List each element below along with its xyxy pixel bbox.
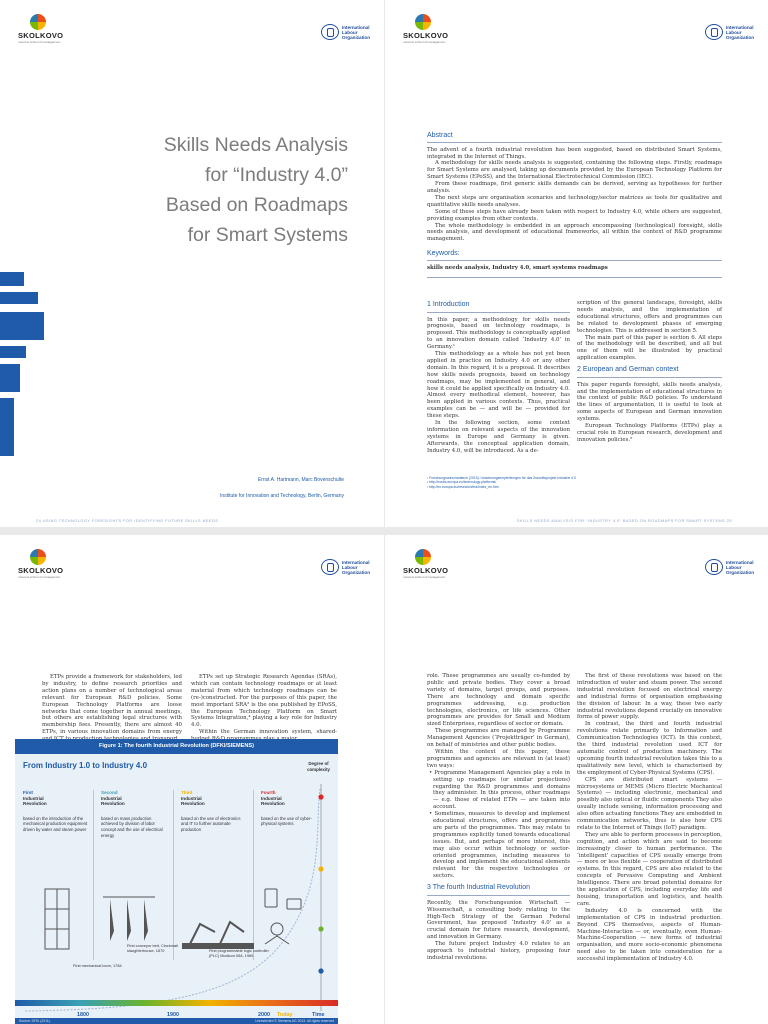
page-26 [0, 535, 384, 1024]
column-left: 1 Introduction In this paper, a methodology for skills needs prognosis, based on technology roadmaps, is proposed. This methodology is conceptually applied to an innovation domain called ‘Industry 4.0’ in Germany.¹ This methodology as a whole has not yet been applied in practice on Industry 4.0 or any other domain. In this regard, it is a proposal. It describes how skills needs prognosis, based on technology roadmaps, may be implemented in general, and how it could be applied specifically on Industry 4.0. Almost every methodical element, however, has been applied in various contexts. Thus, practical examples can be — and will be — provided for these steps. In the following section, some context information on relevant aspects of the innovation systems in Europe and Germany is given. Afterwards, the conceptual application domain, Industry 4.0, will be introduced. As a de- [427, 301, 570, 454]
institute: Institute for Innovation and Technology, Berlin, Germany [219, 493, 344, 499]
ilo-logo: International Labour Organization [321, 24, 370, 40]
complexity-marker [318, 794, 323, 799]
page-footer: SKILLS NEEDS ANALYSIS FOR “INDUSTRY 4.0” BASED ON ROADMAPS FOR SMART SYSTEMS 25 [516, 519, 732, 523]
figure-source: Source: DFKI (2011) Unrestricted © Siemens AG 2013. All rights reserved [15, 1018, 338, 1024]
ilo-emblem-icon [705, 559, 723, 575]
keywords: skills needs analysis, Industry 4.0, smart systems roadmaps [427, 264, 608, 271]
column-right: scription of the general landscape, foresight, skills needs analysis, and the implementation of educational structures, offers and programmes can be related to development phases of emerging technologies. This is addressed in section 5. The main part of this paper is section 6. All steps of the methodology will be described, and all but one of them will be illustrated by practical application examples. 2 European and German context This paper regards foresight, skills needs analysis, and the implementation of educational structures in the context of public R&D policies. To understand the lines of argumentation, it is useful to look at some aspects of European and German innovation systems. European Technology Platforms (ETPs) play a crucial role in European research, development and innovation policies.² [577, 300, 722, 443]
page-27 [385, 535, 768, 1024]
complexity-marker [318, 968, 323, 973]
axis-label-time: Time [312, 1012, 325, 1018]
figure-industrial-revolution [15, 739, 338, 1024]
year-label: 1800 [77, 1012, 89, 1018]
abstract-heading: Abstract [427, 132, 453, 139]
column-right: The first of these revolutions was based on the introduction of water and steam power. The second industrial revolution focused on electrical energy and industrial forms of organisation emphasising the division of labour. In a way, these two early industrial revolutions depend crucially on innovative forms of power supply. In contrast, the third and fourth industrial revolutions relate primarily to Information and Communication Technologies (ICT). In this context, the third industrial revolution used ICT for automatic control of production machinery. The upcoming fourth industrial revolution takes this to a qualitatively new level, which is characterised by the employment of Cyber-Physical Systems (CPS). CPS are distributed smart systems — microsystems or MEMS (Micro Electric Mechanical Systems) — including electronic, mechanical and possibly also optical or fluidic components They also usually include sensing, information processing and also often actuating functions They are embedded in communication networks, thus is also how CPS relate to the Internet of Things (IoT) paradigm. They are able to perform processes in perception, cognition, and action which are said to become increasingly closer to human performance. The ‘intelligent’ capacities of CPS usually emerge from — more or less flexible — cooperation of distributed systems. In this regard, CPS are also related to the concepts of Pervasive Computing and Ambient Intelligence. There are broad potential domains for the application of CPS, including everyday life and housing, transportation and logistics, and health care. Industry 4.0 is concerned with the implementation of CPS in industrial production. Beyond CPS themselves, aspects of Human-Machine-Interaction — or, eventually, even Human-Machine-Cooperation — new forms of industrial organisation, and more socio-economic phenomena need also to be taken into consideration for a successful implementation of Industry 4.0. [577, 673, 722, 963]
mechanical-loom-icon [45, 889, 69, 949]
ilo-logo: International Labour Organization [321, 559, 370, 575]
skolkovo-logo: SKOLKOVO moscow school of management [403, 14, 463, 44]
year-label: 2000 [258, 1012, 270, 1018]
figure-subtitle: From Industry 1.0 to Industry 4.0 [23, 761, 148, 770]
skolkovo-globe-icon [30, 549, 46, 565]
divider [427, 277, 722, 278]
revolution-third: Third Industrial Revolution based on the use of electronics and IT to further automate production [181, 790, 241, 832]
divider [427, 312, 570, 313]
section-heading-context: 2 European and German context [577, 366, 679, 374]
decorative-stripe [0, 398, 14, 456]
skolkovo-logo: SKOLKOVO moscow school of management [18, 14, 78, 44]
revolution-second: Second Industrial Revolution based on mass production achieved by division of labor concept and the use of electrical energy [101, 790, 163, 838]
timeline-bar [15, 1000, 338, 1006]
skolkovo-globe-icon [415, 549, 431, 565]
ilo-emblem-icon [321, 24, 339, 40]
revolution-first: First Industrial Revolution based on the introduction of the mechanical production equipment driven by water and steam power [23, 790, 88, 832]
skolkovo-logo: SKOLKOVO moscow school of management [403, 549, 463, 579]
bullet-list [427, 770, 570, 881]
divider [427, 142, 722, 143]
decorative-stripe [0, 364, 20, 392]
ilo-emblem-icon [705, 24, 723, 40]
conveyor-belt-icon [103, 897, 155, 941]
caption-conveyor: First conveyor belt, Cincinnati slaughterhouse, 1870 [127, 943, 179, 953]
complexity-curve [15, 739, 338, 1024]
decorative-stripe [0, 272, 24, 286]
page-24 [0, 0, 384, 527]
ilo-logo: International Labour Organization [705, 559, 754, 575]
abstract-section [427, 128, 722, 281]
decorative-stripe [0, 346, 26, 358]
authors-block [220, 477, 344, 509]
list-item: • Programme Management Agencies play a role in setting up roadmaps (or similar projections) regarding the R&D programmes and domains they administer. In this process, other roadmaps — e.g. those of related ETPs — are taken into account. [427, 770, 570, 811]
industrial-robot-icon [183, 922, 253, 948]
divider [427, 260, 722, 261]
column-right: ETPs set up Strategic Research Agendas (SRAs), which can contain technology roadmaps or at least material from which technology roadmaps can be (re-)constructed. For the purposes of this paper, the most important SRA³ is the one published by EPoSS, the European Technology Platform on Smart Systems Integration,⁴ playing a key role for Industry 4.0. Within the German innovation system, shared- [191, 674, 337, 736]
page-25 [385, 0, 768, 527]
cyber-physical-systems-icon [265, 889, 301, 944]
revolution-description: based on the introduction of the mechanical production equipment driven by water and steam power [23, 815, 88, 832]
skolkovo-logo: SKOLKOVO moscow school of management [18, 549, 78, 579]
year-label: 1900 [167, 1012, 179, 1018]
column-left: role. These programmes are usually co-funded by public and private bodies. They cover a broad variety of domains, target groups, and purposes. There are technology and domain specific programmes addressing, e.g. production technologies, electronics, or life sciences. Other programmes are provides for Small and Medium sized Enterprises, regardless of sector or domain. These programmes are managed by Programme Management Agencies (‘Projektträger’ in German), on behalf of ministries and other public bodies. Within the context of this paper, these programmes and agencies are relevant in (at least) two ways: • Programme Management Agencies play a role in setting up roadmaps (or similar projections) regarding the R&D programmes and domains they administer. In this process, other roadmaps — e.g. those of related ETPs — are taken into account. • Sometimes, measures to develop and implement educational structures, offers and programmes are parts of the programmes. This may relate to programmes explicitly tuned towards educational issues. But, and perhaps of more interest, this may also occur within technology or sector-oriented programmes, including measures to develop and implement the educational elements relevant for the respective technologies or sectors. 3 The fourth Industrial Revolution Recently, the Forschungsunion Wirtschaft — Wissenschaft, a consulting body relating to the High-Tech Strategy of the German Federal Government, has proposed ‘Industry 4.0’ as a crucial domain for future research, development, and innovation in Germany. The future project Industry 4.0 relates to an approach to industrial history, proposing four industrial revolutions. [427, 673, 570, 962]
complexity-marker [318, 926, 323, 931]
degree-of-complexity-label: Degree of complexity [307, 761, 330, 772]
skolkovo-globe-icon [415, 14, 431, 30]
figure-title: Figure 1: The fourth Industrial Revolution (DFKI/SIEMENS) [15, 739, 338, 754]
caption-plc: First programmable logic controller (PLC) Modicon 084, 1969 [209, 948, 269, 958]
year-label-today: Today [277, 1012, 293, 1018]
ilo-logo: International Labour Organization [705, 24, 754, 40]
column-left: ETPs provide a framework for stakeholders, led by industry, to define research priorities and action plans on a number of technological areas relevant for European R&D policies. Some European Technology Platforms are loose networks that come together in annual meetings, but others are establishing legal structures with membership fees. Presently, there are almost 40 ETPs, in various innovation domains from energy [42, 674, 182, 736]
revolution-ordinal: First [23, 790, 33, 795]
ilo-emblem-icon [321, 559, 339, 575]
list-item: • Sometimes, measures to develop and implement educational structures, offers and programmes are parts of the programmes. This may relate to programmes explicitly tuned towards educational issues. But, and perhaps of more interest, this may also occur within technology or sector-oriented programmes, including measures to develop and implement the educational elements relevant for the respective technologies or sectors. [427, 811, 570, 880]
page-footer: 24 USING TECHNOLOGY FORESIGHTS FOR IDENTIFYING FUTURE SKILLS NEEDS [36, 519, 219, 523]
section-heading-fourth-revolution: 3 The fourth Industrial Revolution [427, 884, 530, 892]
decorative-stripe [0, 292, 38, 304]
section-heading-introduction: 1 Introduction [427, 301, 470, 308]
revolution-fourth: Fourth Industrial Revolution based on the use of cyber-physical systems [261, 790, 312, 827]
decorative-stripe [0, 312, 44, 340]
divider [427, 895, 570, 896]
abstract-text: The advent of a fourth industrial revolution has been suggested, based on distributed Smart Systems, integrated in the Internet of Things. A methodology for skills needs analysis is suggested, containing the following steps. Firstly, roadmaps for Smart Systems are analysed, taking up documents provided by the European Technology Platform for Smart Systems (EPoSS), and the International Electrotechnical Commission (IEC). From these roadmaps, first generic skills demands can be derived, serving as hypotheses for further analysis. The next steps are organisation scenarios and technology/sector matrices as tools for qualitative and quantitative skills needs analyses. Some of these steps have already been taken with respect to Industry 4.0, while others are suggested, providing examples from other contexts. The whole methodology is embedded in an approach encompassing (technological) foresight, skills needs analysis, and development of educational frameworks, all within the context of R&D programme management. [427, 146, 722, 243]
footnotes: ¹ Forschungsunion/acatech (2013): Umsetzungsempfehlungen für das Zukunftsprojekt Industrie 4.0 ² http://cordis.europa.eu/technology-platforms/ ³ http://ec.europa.eu/research/era/index_en.htm [427, 476, 576, 489]
keywords-heading: Keywords: [427, 250, 460, 258]
author-names: Ernst A. Hartmann, Marc Bovenschulte [257, 477, 344, 483]
caption-loom: First mechanical loom, 1784 [73, 963, 122, 968]
complexity-marker [318, 866, 323, 871]
paper-title: Skills Needs Analysis for “Industry 4.0” Based on Roadmaps for Smart Systems [163, 134, 348, 246]
skolkovo-globe-icon [30, 14, 46, 30]
divider [577, 377, 722, 378]
